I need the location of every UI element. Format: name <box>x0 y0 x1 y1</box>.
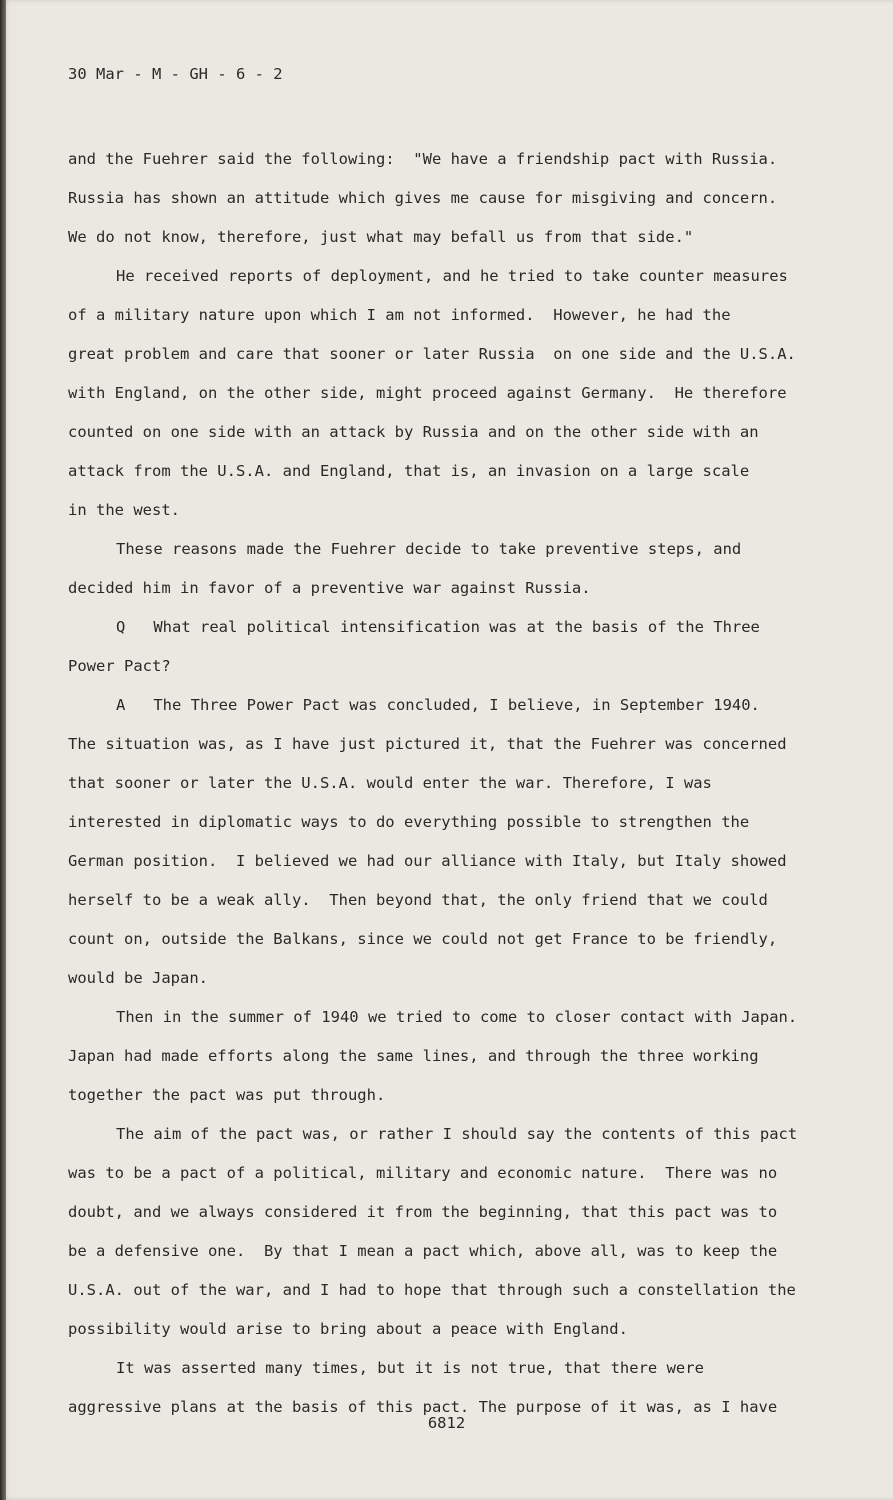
text-line: together the pact was put through. <box>68 1086 386 1104</box>
text-line: in the west. <box>68 501 180 519</box>
text-line: aggressive plans at the basis of this pact. The purpose of it was, as I have <box>68 1398 778 1416</box>
text-line: It was asserted many times, but it is not true, that there were <box>116 1359 704 1377</box>
answer-line: A The Three Power Pact was concluded, I believe, in September 1940. <box>116 696 760 714</box>
text-line: The aim of the pact was, or rather I should say the contents of this pact <box>116 1125 798 1143</box>
text-line: decided him in favor of a preventive war against Russia. <box>68 579 591 597</box>
text-line: counted on one side with an attack by Russia and on the other side with an <box>68 423 759 441</box>
question-line: Q What real political intensification was at the basis of the Three <box>116 618 760 636</box>
text-line: German position. I believed we had our alliance with Italy, but Italy showed <box>68 852 787 870</box>
text-line: possibility would arise to bring about a peace with England. <box>68 1320 628 1338</box>
text-line: was to be a pact of a political, military and economic nature. There was no <box>68 1164 778 1182</box>
text-line: that sooner or later the U.S.A. would enter the war. Therefore, I was <box>68 774 712 792</box>
document-body <box>68 62 828 1427</box>
text-line: attack from the U.S.A. and England, that is, an invasion on a large scale <box>68 462 750 480</box>
text-line: would be Japan. <box>68 969 208 987</box>
text-line: great problem and care that sooner or later Russia on one side and the U.S.A. <box>68 345 796 363</box>
text-line: be a defensive one. By that I mean a pact which, above all, was to keep the <box>68 1242 778 1260</box>
page-number: 6812 <box>427 1414 466 1432</box>
text-line: Power Pact? <box>68 657 171 675</box>
text-line: Japan had made efforts along the same lines, and through the three working <box>68 1047 759 1065</box>
text-line: These reasons made the Fuehrer decide to take preventive steps, and <box>116 540 742 558</box>
text-line: The situation was, as I have just pictured it, that the Fuehrer was concerned <box>68 735 787 753</box>
page-header: 30 Mar - M - GH - 6 - 2 <box>68 65 283 83</box>
text-line: of a military nature upon which I am not informed. However, he had the <box>68 306 731 324</box>
text-line: and the Fuehrer said the following: "We have a friendship pact with Russia. <box>68 150 778 168</box>
page-binding-edge <box>0 0 6 1500</box>
text-line: with England, on the other side, might proceed against Germany. He therefore <box>68 384 787 402</box>
text-line: interested in diplomatic ways to do everything possible to strengthen the <box>68 813 750 831</box>
text-line: count on, outside the Balkans, since we could not get France to be friendly, <box>68 930 778 948</box>
text-line: Russia has shown an attitude which gives me cause for misgiving and concern. <box>68 189 778 207</box>
text-line: U.S.A. out of the war, and I had to hope that through such a constellation the <box>68 1281 796 1299</box>
text-line: He received reports of deployment, and he tried to take counter measures <box>116 267 788 285</box>
text-line: We do not know, therefore, just what may befall us from that side." <box>68 228 694 246</box>
text-line: doubt, and we always considered it from the beginning, that this pact was to <box>68 1203 778 1221</box>
text-line: Then in the summer of 1940 we tried to come to closer contact with Japan. <box>116 1008 798 1026</box>
text-line: herself to be a weak ally. Then beyond that, the only friend that we could <box>68 891 768 909</box>
